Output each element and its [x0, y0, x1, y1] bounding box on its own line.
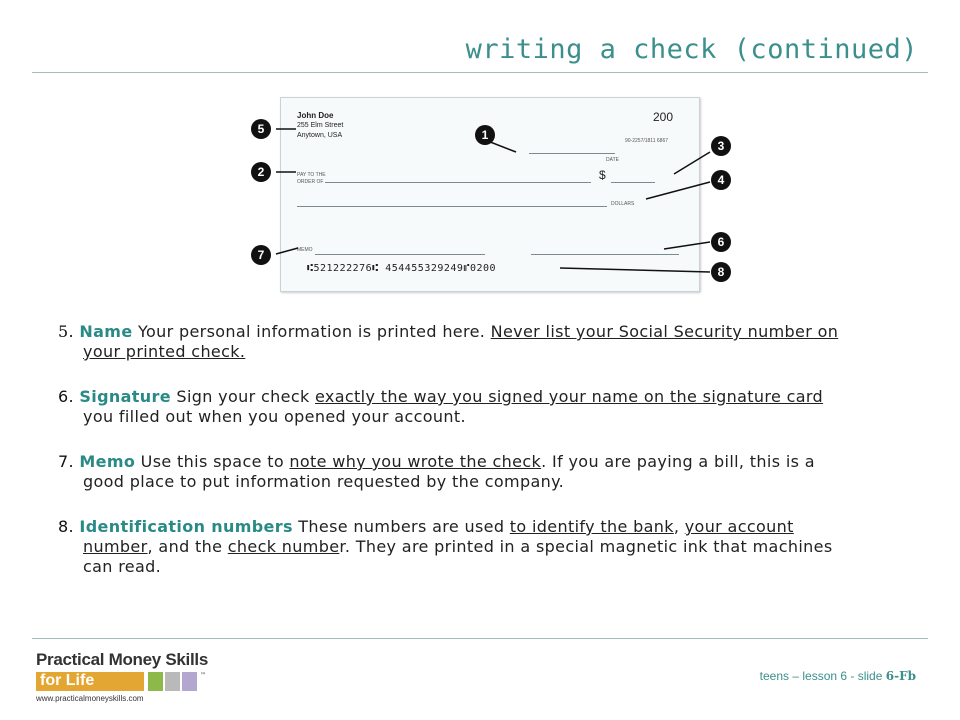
item-text-2: you filled out when you opened your account.	[83, 407, 466, 426]
payto-label-1: PAY TO THE	[297, 172, 326, 178]
check-account-name: John Doe	[297, 111, 334, 120]
practical-money-skills-logo	[36, 650, 236, 706]
item-text: Your personal information is printed here.	[132, 322, 491, 341]
item-emphasis: exactly the way you signed your name on the signature card	[315, 387, 824, 406]
check-city: Anytown, USA	[297, 132, 343, 139]
callout-4: 4	[711, 170, 731, 190]
top-divider	[32, 72, 928, 73]
logo-square-green	[148, 672, 163, 691]
check-number: 200	[653, 110, 674, 124]
check-diagram	[248, 92, 738, 297]
item-text: Use this space to	[135, 452, 290, 471]
item-term: Identification numbers	[79, 517, 293, 536]
memo-label: MEMO	[297, 247, 313, 253]
item-emphasis-3: check numbe	[227, 537, 340, 556]
bottom-divider	[32, 638, 928, 639]
callout-leader-lines	[248, 92, 738, 297]
item-emphasis: Never list your Social Security number on your printed check.	[83, 322, 839, 361]
list-item-identification	[58, 517, 848, 577]
callout-3: 3	[711, 136, 731, 156]
callout-1: 1	[475, 125, 495, 145]
callout-2: 2	[251, 162, 271, 182]
item-text-2: . If you are paying a bill, this is a good place to put information requested by the company.	[83, 452, 815, 491]
item-number: 7.	[58, 452, 74, 471]
item-emphasis: note why you wrote the check	[289, 452, 542, 471]
date-label: DATE	[606, 157, 619, 163]
callout-5: 5	[251, 119, 271, 139]
item-number: 5.	[58, 322, 74, 341]
callout-8: 8	[711, 262, 731, 282]
logo-square-lilac	[182, 672, 197, 691]
item-emphasis: to identify the bank	[509, 517, 674, 536]
logo-url: www.practicalmoneyskills.com	[36, 694, 144, 703]
item-term: Name	[79, 322, 133, 341]
logo-square-gray	[165, 672, 180, 691]
slide-title: writing a check (continued)	[465, 34, 918, 65]
micr-line: ⑆521222276⑆ 454455329249⑈0200	[307, 263, 497, 274]
footer-text: teens – lesson 6 - slide	[759, 669, 886, 683]
logo-title: Practical Money Skills	[36, 650, 208, 669]
payto-label-2: ORDER OF	[297, 179, 324, 185]
logo-subtitle: for Life	[40, 672, 95, 689]
item-emphasis-2: your account number	[83, 517, 794, 556]
check-routing-fraction: 90-2257/1811 6867	[625, 138, 669, 144]
item-term: Signature	[79, 387, 171, 406]
callout-7: 7	[251, 245, 271, 265]
check-street: 255 Elm Street	[297, 122, 344, 129]
slide-footer	[760, 669, 916, 683]
list-item-memo	[58, 452, 848, 492]
slide-number: 6-Fb	[885, 669, 916, 683]
item-term: Memo	[79, 452, 136, 471]
list-item-name	[58, 322, 848, 362]
item-text: Sign your check	[171, 387, 316, 406]
item-number: 6.	[58, 387, 74, 406]
item-text-3: , and the	[147, 537, 228, 556]
item-text: These numbers are used	[292, 517, 510, 536]
check-parts-list	[58, 322, 848, 602]
dollars-label: DOLLARS	[611, 201, 635, 207]
item-text-2: ,	[673, 517, 685, 536]
item-text-4: r. They are printed in a special magnetic ink that machines can read.	[83, 537, 833, 576]
item-number: 8.	[58, 517, 74, 536]
dollar-sign: $	[599, 168, 606, 182]
list-item-signature	[58, 387, 848, 427]
logo-trademark: ™	[200, 672, 206, 679]
callout-6: 6	[711, 232, 731, 252]
